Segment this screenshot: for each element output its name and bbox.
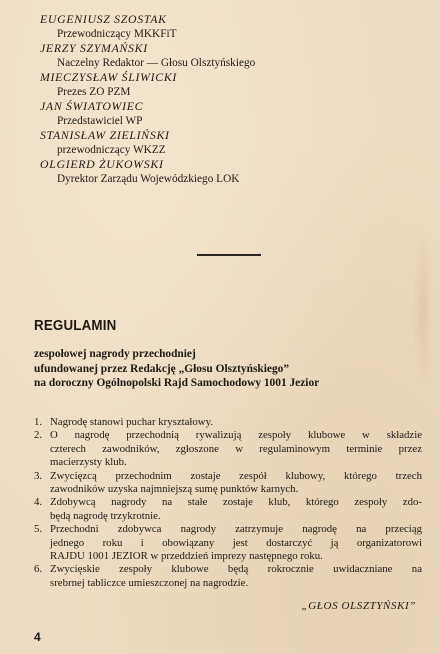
official-role: Przewodniczący MKKFiT — [57, 27, 177, 40]
rule-line: Nagrodę stanowi puchar kryształowy. — [50, 416, 214, 428]
rule-line: O nagrodę przechodnią rywalizują zespoły klubowe w składzie — [50, 429, 422, 442]
rules-list — [34, 416, 422, 590]
regulamin-subtitle — [34, 347, 434, 391]
official-role: Naczelny Redaktor — Głosu Olsztyńskiego — [57, 56, 256, 69]
official-name: OLGIERD ŻUKOWSKI — [40, 157, 164, 171]
rule-number: 1. — [34, 416, 43, 428]
officials-list — [40, 12, 420, 186]
rule-line: jednego roku i obowiązany jest dostarczyć ją organizatorowi — [50, 536, 422, 549]
rule-number: 3. — [34, 469, 43, 482]
rule-item — [34, 523, 422, 563]
section-divider — [197, 254, 261, 256]
rule-number: 6. — [34, 563, 43, 576]
subtitle-line: ufundowanej przez Redakcję „Głosu Olsztyńskiego” — [34, 362, 290, 375]
official-name: EUGENIUSZ SZOSTAK — [40, 12, 167, 26]
official-role: Dyrektor Zarządu Wojewódzkiego LOK — [57, 172, 240, 185]
rule-number: 4. — [34, 496, 43, 509]
rule-line: Zdobywcą nagrody na stałe zostaje klub, którego zespoły zdo- — [50, 496, 422, 509]
rule-line: Zwycięzcą przechodnim zostaje zespół klubowy, którego trzech — [50, 469, 422, 482]
rule-item — [34, 429, 422, 469]
official-entry — [40, 12, 420, 41]
paper-stain — [412, 230, 434, 390]
rule-line: zawodników uzyska najmniejszą sumę punktów karnych. — [50, 483, 299, 496]
rule-number: 5. — [34, 523, 43, 536]
rule-text — [50, 416, 422, 429]
rule-text — [50, 429, 422, 469]
rule-text — [50, 496, 422, 523]
regulamin-title: REGULAMIN — [34, 318, 117, 334]
official-role: przewodniczący WKZZ — [57, 143, 166, 156]
rule-item — [34, 563, 422, 590]
official-name: JAN ŚWIATOWIEC — [40, 99, 144, 113]
official-role: Prezes ZO PZM — [57, 85, 131, 98]
rule-line: macierzysty klub. — [50, 456, 127, 469]
official-entry — [40, 41, 420, 70]
rule-text — [50, 523, 422, 563]
official-entry — [40, 128, 420, 157]
page-number: 4 — [34, 630, 41, 644]
rule-line: RAJDU 1001 JEZIOR w przeddzień imprezy następnego roku. — [50, 550, 323, 563]
official-entry — [40, 157, 420, 186]
signature: „GŁOS OLSZTYŃSKI” — [301, 600, 416, 612]
rule-text — [50, 470, 422, 497]
subtitle-line: zespołowej nagrody przechodniej — [34, 348, 196, 360]
rule-line: Zwycięskie zespoły klubowe będą rokrocznie uwidaczniane na — [50, 563, 422, 576]
rule-line: Przechodni zdobywca nagrody zatrzymuje nagrodę na przeciąg — [50, 523, 422, 536]
rule-line: srebrnej tabliczce umieszczonej na nagrodzie. — [50, 576, 249, 589]
official-entry — [40, 99, 420, 128]
official-role: Przedstawiciel WP — [57, 114, 143, 127]
official-name: JERZY SZYMAŃSKI — [40, 41, 148, 55]
rule-item — [34, 496, 422, 523]
rule-number: 2. — [34, 429, 43, 442]
rule-line: będą nagrodę trzykrotnie. — [50, 509, 161, 522]
official-entry — [40, 70, 420, 99]
official-name: MIECZYSŁAW ŚLIWICKI — [40, 70, 178, 84]
subtitle-line: na doroczny Ogólnopolski Rajd Samochodowy 1001 Jezior — [34, 377, 320, 390]
rule-text — [50, 563, 422, 590]
rule-item — [34, 470, 422, 497]
official-name: STANISŁAW ZIELIŃSKI — [40, 128, 170, 142]
rule-item — [34, 416, 422, 429]
rule-line: czterech zawodników, zgłoszone w regulaminowym terminie przez — [50, 442, 422, 455]
